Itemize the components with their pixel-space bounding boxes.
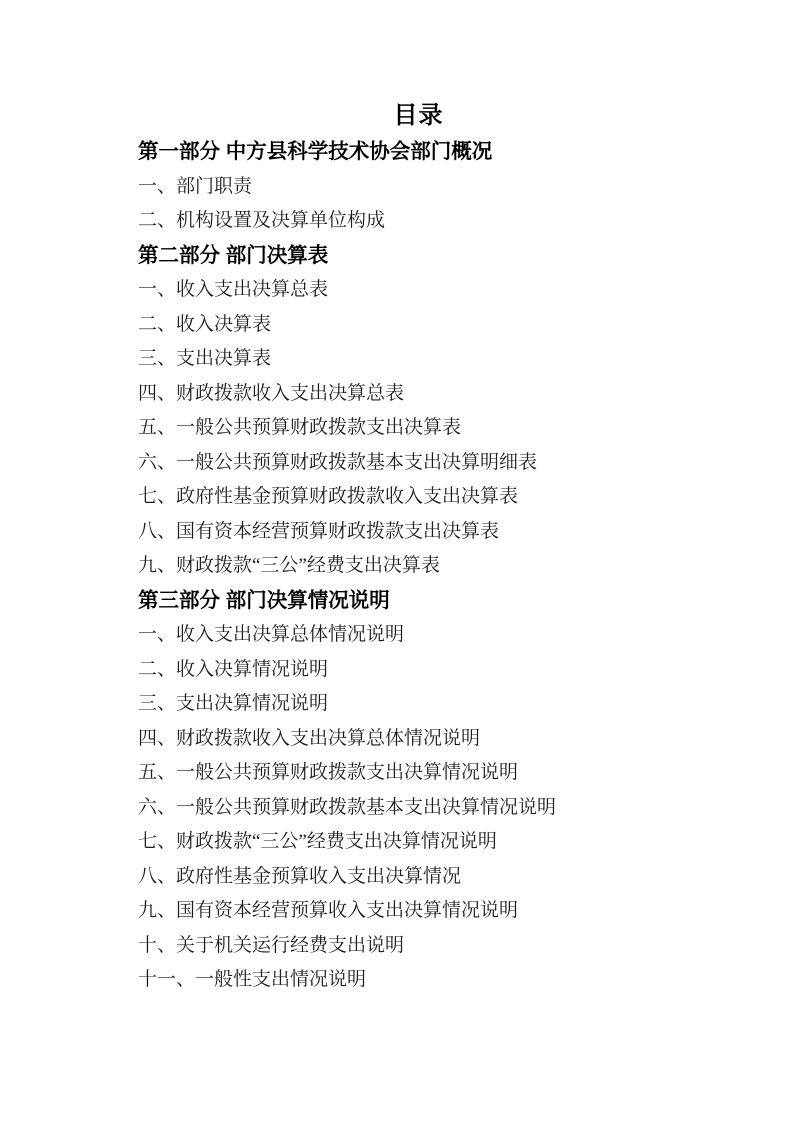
toc-item: 十、关于机关运行经费支出说明 bbox=[138, 934, 405, 956]
toc-item: 一、部门职责 bbox=[138, 175, 253, 197]
toc-item: 十一、一般性支出情况说明 bbox=[138, 969, 367, 990]
toc-item: 一、收入支出决算总体情况说明 bbox=[138, 624, 405, 645]
toc-section-heading-part2: 第二部分 部门决算表 bbox=[138, 243, 329, 267]
toc-item: 九、国有资本经营预算收入支出决算情况说明 bbox=[138, 900, 519, 921]
toc-item: 二、收入决算表 bbox=[138, 313, 272, 335]
toc-item: 二、收入决算情况说明 bbox=[138, 658, 329, 680]
toc-item: 八、国有资本经营预算财政拨款支出决算表 bbox=[138, 520, 500, 542]
toc-item: 三、支出决算情况说明 bbox=[138, 693, 329, 714]
toc-section-heading-part1: 第一部分 中方县科学技术协会部门概况 bbox=[138, 140, 493, 163]
toc-item: 五、一般公共预算财政拨款支出决算表 bbox=[138, 417, 462, 438]
toc-item: 七、财政拨款“三公”经费支出决算情况说明 bbox=[138, 831, 497, 852]
toc-item: 四、财政拨款收入支出决算总体情况说明 bbox=[138, 727, 481, 749]
toc-item: 二、机构设置及决算单位构成 bbox=[138, 210, 386, 231]
toc-item: 九、财政拨款“三公”经费支出决算表 bbox=[138, 555, 440, 576]
toc-item: 五、一般公共预算财政拨款支出决算情况说明 bbox=[138, 762, 519, 783]
toc-item: 一、收入支出决算总表 bbox=[138, 279, 329, 300]
toc-section-heading-part3: 第三部分 部门决算情况说明 bbox=[138, 588, 390, 612]
toc-item: 六、一般公共预算财政拨款基本支出决算明细表 bbox=[138, 451, 538, 473]
toc-item: 六、一般公共预算财政拨款基本支出决算情况说明 bbox=[138, 796, 557, 818]
toc-item: 七、政府性基金预算财政拨款收入支出决算表 bbox=[138, 486, 519, 507]
toc-item: 三、支出决算表 bbox=[138, 348, 272, 369]
page-title: 目录 bbox=[393, 102, 444, 129]
toc-item: 四、财政拨款收入支出决算总表 bbox=[138, 382, 405, 404]
table-of-contents bbox=[138, 135, 743, 998]
toc-item: 八、政府性基金预算收入支出决算情况 bbox=[138, 865, 462, 887]
